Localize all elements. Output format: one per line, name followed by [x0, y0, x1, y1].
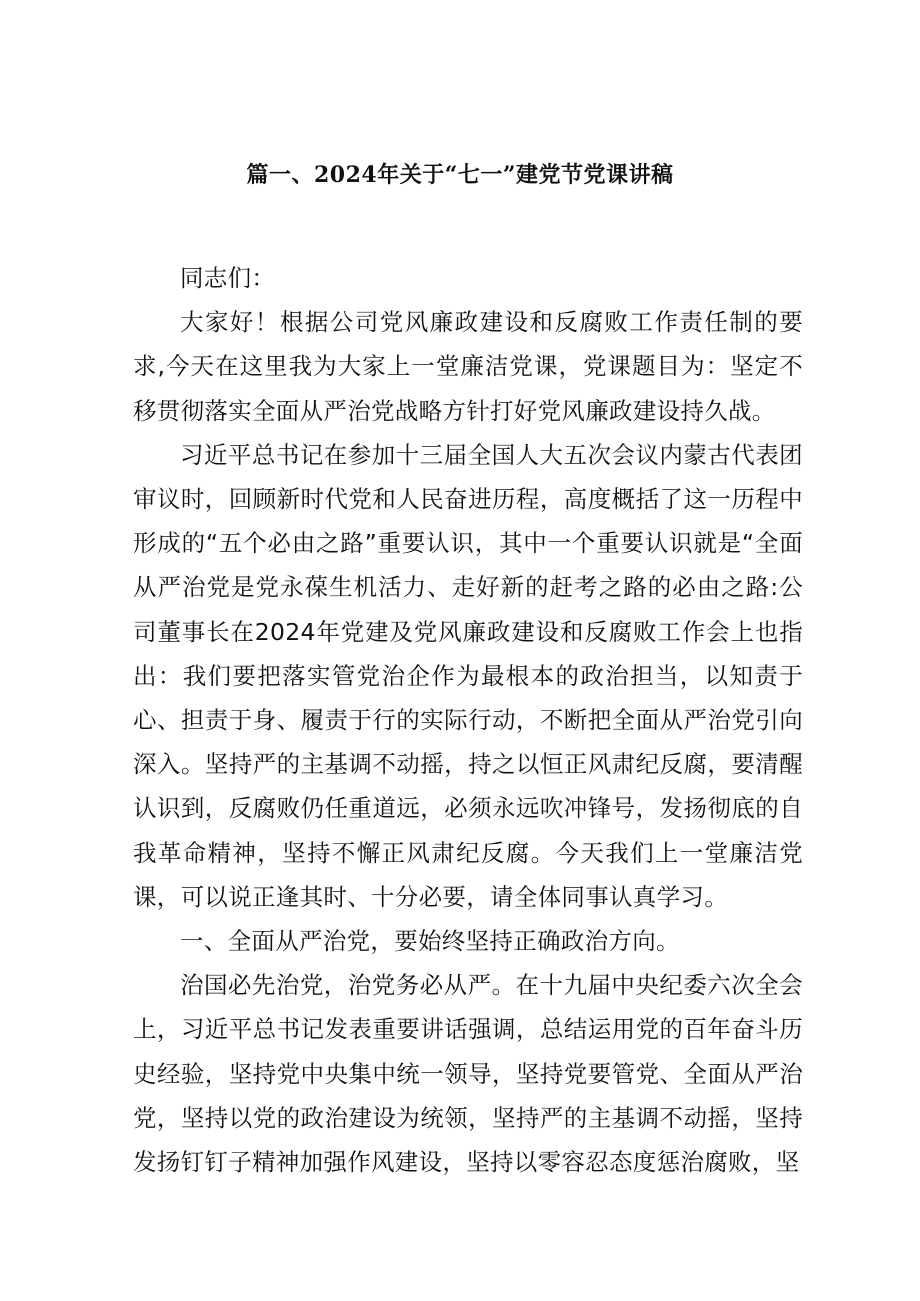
- document-title: 篇一、2024年关于“七一”建党节党课讲稿: [246, 162, 674, 188]
- paragraph-intro: 大家好！根据公司党风廉政建设和反腐败工作责任制的要求,今天在这里我为大家上一堂廉洁党课，党课题目为：坚定不移贯彻落实全面从严治党战略方针打好党风廉政建设持久战。: [133, 308, 803, 425]
- paragraph-background: 习近平总书记在参加十三届全国人大五次会议内蒙古代表团审议时，回顾新时代党和人民奋进历程，高度概括了这一历程中形成的“五个必由之路”重要认识，其中一个重要认识就是“全面从严治党是党永葆生机活力、走好新的赶考之路的必由之路:公司董事长在2024年党建及党风廉政建设和反腐败工作会上也指出：我们要把落实管党治企作为最根本的政治担当，以知责于心、担责于身、履责于行的实际行动，不断把全面从严治党引向深入。坚持严的主基调不动摇，持之以恒正风肃纪反腐，要清醒认识到，反腐败仍任重道远，必须永远吹冲锋号，发扬彻底的自我革命精神，坚持不懈正风肃纪反腐。今天我们上一堂廉洁党课，可以说正逢其时、十分必要，请全体同事认真学习。: [133, 440, 803, 911]
- section-heading-1: 一、全面从严治党，要始终坚持正确政治方向。: [180, 927, 680, 956]
- paragraph-section-1: 治国必先治党，治党务必从严。在十九届中央纪委六次全会上，习近平总书记发表重要讲话强调，总结运用党的百年奋斗历史经验，坚持党中央集中统一领导，坚持党要管党、全面从严治党，坚持以党的政治建设为统领，坚持严的主基调不动摇，坚持发扬钉钉子精神加强作风建设，坚持以零容忍态度惩治腐败，坚: [133, 971, 803, 1177]
- salutation: 同志们：: [180, 264, 276, 292]
- document-body: [133, 256, 803, 1184]
